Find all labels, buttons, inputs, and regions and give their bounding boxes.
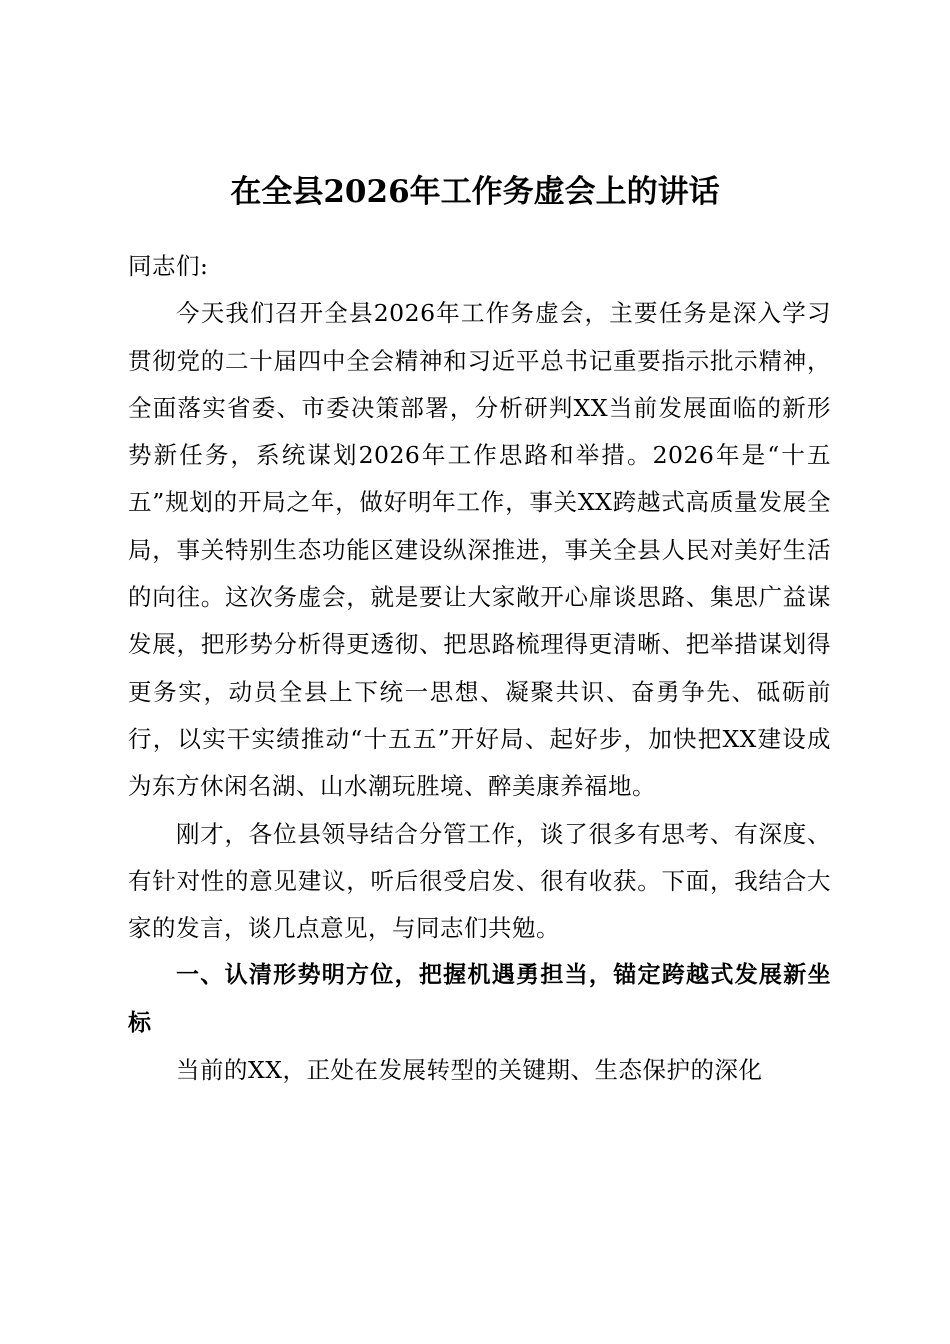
paragraph-section-1: 当前的XX，正处在发展转型的关键期、生态保护的深化 bbox=[176, 1056, 763, 1085]
document-title: 在全县2026年工作务虚会上的讲话 bbox=[230, 174, 720, 210]
paragraph-response: 刚才，各位县领导结合分管工作，谈了很多有思考、有深度、有针对性的意见建议，听后很受启发、很有收获。下面，我结合大家的发言，谈几点意见，与同志们共勉。 bbox=[128, 819, 831, 943]
paragraph-intro: 今天我们召开全县2026年工作务虚会，主要任务是深入学习贯彻党的二十届四中全会精神和习近平总书记重要指示批示精神，全面落实省委、市委决策部署，分析研判XX当前发展面临的新形势新任务，系统谋划2026年工作思路和举措。2026年是“十五五”规划的开局之年，做好明年工作，事关XX跨越式高质量发展全局，事关特别生态功能区建设纵深推进，事关全县人民对美好生活的向往。这次务虚会，就是要让大家敞开心扉谈思路、集思广益谋发展，把形势分析得更透彻、把思路梳理得更清晰、把举措谋划得更务实，动员全县上下统一思想、凝聚共识、奋勇争先、砥砺前行，以实干实绩推动“十五五”开好局、起好步，加快把XX建设成为东方休闲名湖、山水潮玩胜境、醉美康养福地。 bbox=[128, 299, 831, 801]
section-heading: 一、认清形势明方位，把握机遇勇担当，锚定跨越式发展新坐标 bbox=[128, 962, 831, 1036]
salutation: 同志们: bbox=[128, 252, 209, 280]
document-body bbox=[128, 243, 831, 1094]
